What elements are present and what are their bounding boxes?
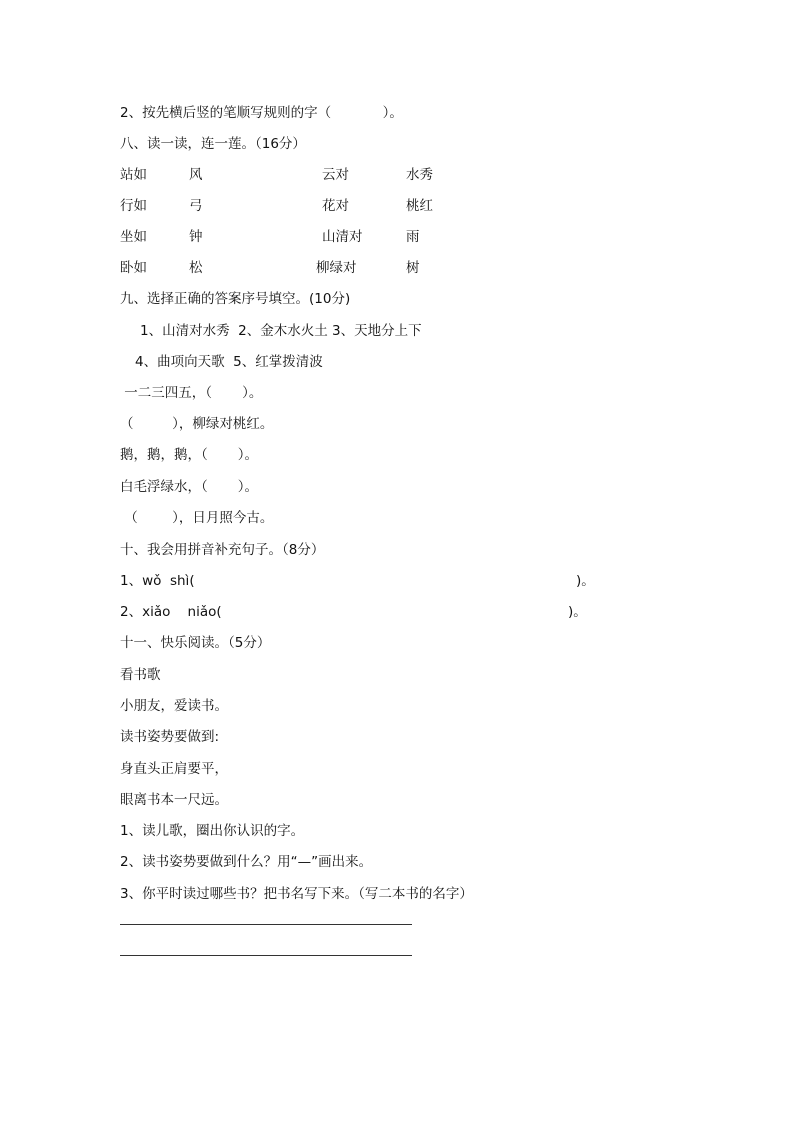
pinyin-close: )。 [568, 604, 587, 620]
match-col-c: 云对 [322, 167, 349, 183]
fill-blank-line: 白毛浮绿水，（ ）。 [120, 479, 259, 495]
match-col-b: 钟 [189, 229, 203, 245]
match-col-c: 花对 [322, 198, 349, 214]
fill-blank-line: （ ），柳绿对桃红。 [120, 416, 274, 432]
fill-blank-line: 一二三四五，（ ）。 [120, 385, 263, 401]
answer-line [120, 955, 412, 956]
match-col-b: 弓 [189, 198, 203, 214]
fill-blank-line: （ ），日月照今古。 [120, 510, 274, 526]
answer-line [120, 924, 412, 925]
match-col-b: 松 [189, 260, 203, 276]
match-col-b: 风 [189, 167, 203, 183]
poem-line: 身直头正肩要平， [120, 761, 228, 777]
pinyin-close: )。 [576, 573, 595, 589]
match-col-d: 树 [406, 260, 420, 276]
fill-blank-line: 鹅，鹅，鹅，（ ）。 [120, 447, 259, 463]
section-10-title: 十、我会用拼音补充句子。（8分） [120, 542, 325, 558]
match-col-a: 行如 [120, 198, 147, 214]
match-col-a: 卧如 [120, 260, 147, 276]
pinyin-prompt: 1、wǒ shì( [120, 573, 195, 589]
poem-line: 读书姿势要做到: [120, 729, 220, 745]
reading-question: 1、读儿歌，圈出你认识的字。 [120, 823, 305, 839]
section-8-title: 八、读一读，连一莲。（16分） [120, 136, 306, 152]
match-col-a: 坐如 [120, 229, 147, 245]
section-9-options-1: 1、山清对水秀 2、金木水火土 3、天地分上下 [140, 323, 422, 339]
poem-line: 小朋友，爱读书。 [120, 698, 228, 714]
match-col-c: 山清对 [322, 229, 363, 245]
match-col-d: 桃红 [406, 198, 433, 214]
reading-question: 3、你平时读过哪些书？把书名写下来。（写二本书的名字） [120, 886, 473, 902]
poem-line: 眼离书本一尺远。 [120, 792, 228, 808]
poem-title: 看书歌 [120, 667, 161, 683]
match-col-d: 水秀 [406, 167, 433, 183]
pinyin-prompt: 2、xiǎo niǎo( [120, 604, 222, 620]
match-col-c: 柳绿对 [316, 260, 357, 276]
reading-question: 2、读书姿势要做到什么？用“—”画出来。 [120, 854, 373, 870]
match-col-d: 雨 [406, 229, 420, 245]
section-9-title: 九、选择正确的答案序号填空。(10分) [120, 291, 351, 307]
match-col-a: 站如 [120, 167, 147, 183]
question-2: 2、按先横后竖的笔顺写规则的字（ ）。 [120, 105, 403, 121]
section-11-title: 十一、快乐阅读。（5分） [120, 635, 271, 651]
section-9-options-2: 4、曲项向天歌 5、红掌拨清波 [135, 354, 323, 370]
